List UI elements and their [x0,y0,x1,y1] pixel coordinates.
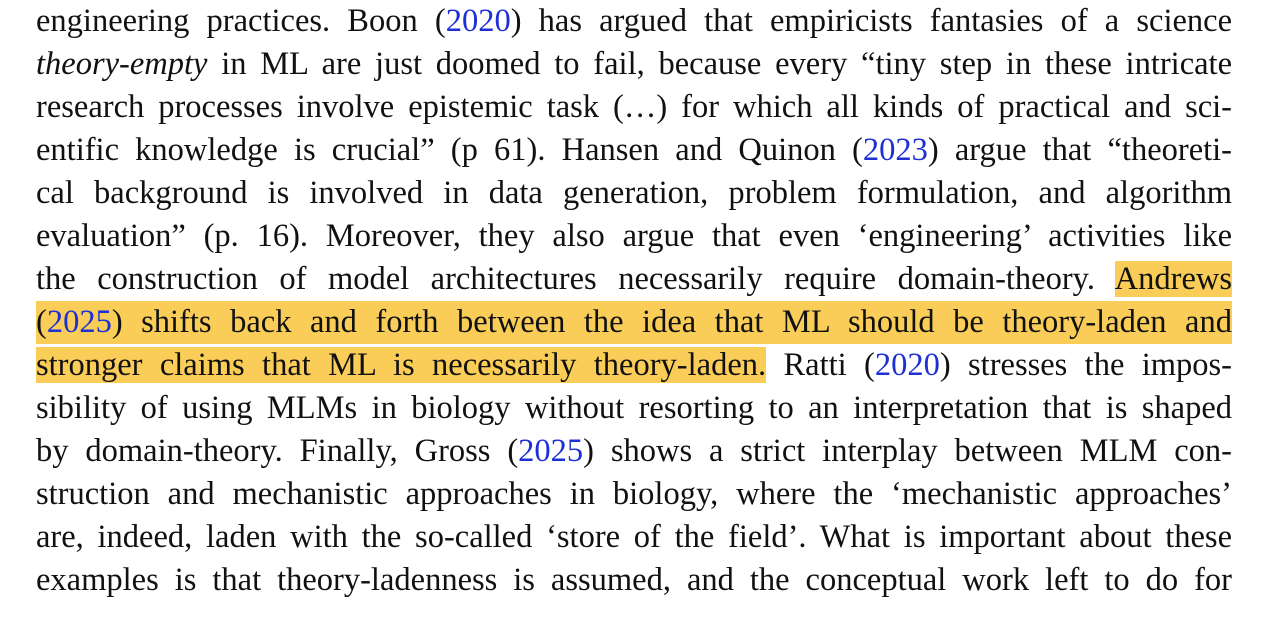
highlighted-text: ( [36,304,47,340]
text-line-8-highlighted[interactable] [36,301,1232,344]
text-line-7 [36,258,1232,301]
text-segment: ) argue that “theoreti- [927,132,1233,168]
text-segment: examples is that theory-ladenness is assumed, and the conceptual work left to do for [36,562,1232,598]
citation-link[interactable]: 2025 [518,433,584,469]
text-segment: the construction of model architectures necessarily require domain-theory. [36,261,1115,297]
citation-link[interactable]: 2020 [874,347,940,383]
text-line-5 [36,172,1232,215]
text-segment: ) has argued that empiricists fantasies of a science [510,3,1232,39]
text-segment: research processes involve epistemic task (…) for which all kinds of practical and sci- [36,89,1232,125]
italic-term: theory-empty [36,46,208,82]
text-segment: ) shows a strict interplay between MLM con- [583,433,1232,469]
text-segment: entific knowledge is crucial” (p 61). Hansen and Quinon ( [36,132,863,168]
text-segment: are, indeed, laden with the so-called ‘store of the field’. What is important about these [36,519,1232,555]
citation-link[interactable]: 2023 [862,132,928,168]
text-segment: ) stresses the impos- [939,347,1232,383]
highlighted-text[interactable]: Andrews [1114,261,1232,297]
text-segment: sibility of using MLMs in biology without resorting to an interpretation that is shaped [36,390,1232,426]
citation-link[interactable]: 2025 [46,304,112,340]
text-line-3 [36,86,1232,129]
text-line-9 [36,344,1232,387]
text-line-13 [36,516,1232,559]
text-line-1 [36,0,1232,43]
text-line-12 [36,473,1232,516]
text-line-2 [36,43,1232,86]
text-segment: cal background is involved in data generation, problem formulation, and algorithm [36,175,1232,211]
highlighted-text: ) shifts back and forth between the idea that ML should be theory-laden and [111,304,1232,340]
highlighted-text[interactable]: stronger claims that ML is necessarily theory-laden. [36,347,767,383]
text-segment: engineering practices. Boon ( [36,3,446,39]
text-segment: Ratti ( [766,347,875,383]
text-line-6 [36,215,1232,258]
citation-link[interactable]: 2020 [445,3,511,39]
text-line-10 [36,387,1232,430]
text-line-4 [36,129,1232,172]
text-line-11 [36,430,1232,473]
text-line-14 [36,559,1232,602]
text-segment: by domain-theory. Finally, Gross ( [36,433,519,469]
text-segment: evaluation” (p. 16). Moreover, they also argue that even ‘engineering’ activities like [36,218,1232,254]
text-segment: struction and mechanistic approaches in biology, where the ‘mechanistic approaches’ [36,476,1232,512]
text-segment: in ML are just doomed to fail, because every “tiny step in these intricate [207,46,1232,82]
